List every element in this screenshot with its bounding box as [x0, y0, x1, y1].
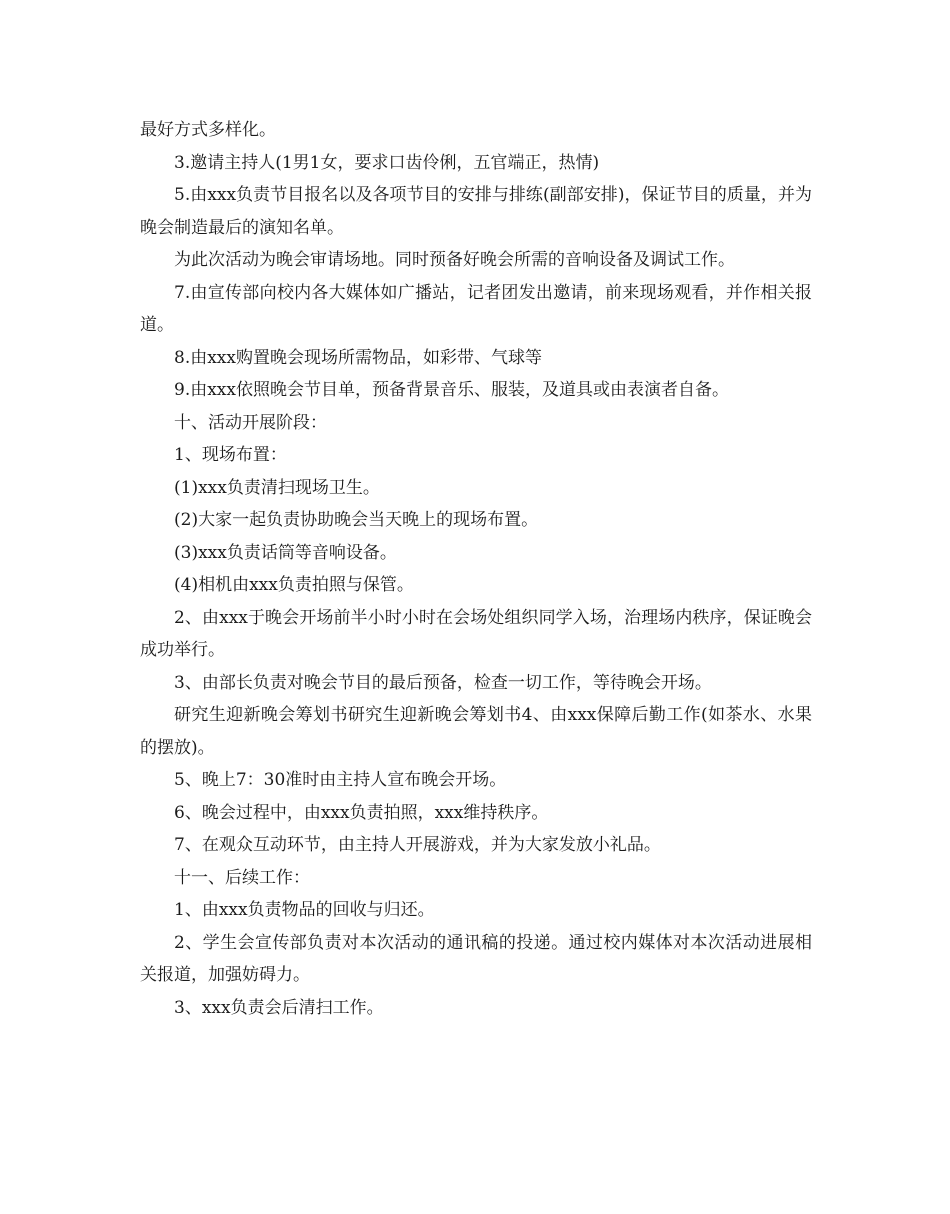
paragraph: 3、xxx负责会后清扫工作。: [174, 997, 384, 1018]
paragraph: (2)大家一起负责协助晚会当天晚上的现场布置。: [174, 510, 539, 530]
paragraph: 5.由xxx负责节目报名以及各项节目的安排与排练(副部安排)，保证节目的质量，并为晚会制造最后的演知名单。: [140, 185, 812, 238]
paragraph: 7.由宣传部向校内各大媒体如广播站，记者团发出邀请，前来现场观看，并作相关报道。: [140, 282, 812, 335]
document-body: [140, 114, 812, 1024]
paragraph: 1、现场布置：: [174, 445, 287, 465]
paragraph: 为此次活动为晚会审请场地。同时预备好晚会所需的音响设备及调试工作。: [174, 250, 735, 270]
section-heading: 十一、后续工作：: [174, 867, 310, 888]
paragraph: 6、晚会过程中，由xxx负责拍照，xxx维持秩序。: [174, 802, 549, 823]
paragraph: 最好方式多样化。: [140, 120, 276, 140]
paragraph: 9.由xxx依照晚会节目单，预备背景音乐、服装，及道具或由表演者自备。: [174, 380, 729, 400]
paragraph: 研究生迎新晚会筹划书研究生迎新晚会筹划书4、由xxx保障后勤工作(如茶水、水果的摆放)。: [140, 705, 812, 758]
paragraph: (4)相机由xxx负责拍照与保管。: [174, 575, 414, 595]
paragraph: 1、由xxx负责物品的回收与归还。: [174, 900, 435, 920]
paragraph: 5、晚上7：30准时由主持人宣布晚会开场。: [174, 770, 507, 790]
paragraph: 2、学生会宣传部负责对本次活动的通讯稿的投递。通过校内媒体对本次活动进展相关报道，加强妨碍力。: [140, 932, 812, 985]
paragraph: 8.由xxx购置晚会现场所需物品，如彩带、气球等: [174, 347, 542, 368]
paragraph: 3.邀请主持人(1男1女，要求口齿伶俐，五官端正，热情): [174, 152, 600, 173]
paragraph: (1)xxx负责清扫现场卫生。: [174, 477, 380, 498]
paragraph: 2、由xxx于晚会开场前半小时小时在会场处组织同学入场，治理场内秩序，保证晚会成功举行。: [140, 607, 812, 660]
section-heading: 十、活动开展阶段：: [174, 412, 327, 433]
paragraph: 3、由部长负责对晚会节目的最后预备，检查一切工作，等待晚会开场。: [174, 672, 712, 693]
paragraph: 7、在观众互动环节，由主持人开展游戏，并为大家发放小礼品。: [174, 835, 661, 855]
paragraph: (3)xxx负责话筒等音响设备。: [174, 542, 397, 563]
